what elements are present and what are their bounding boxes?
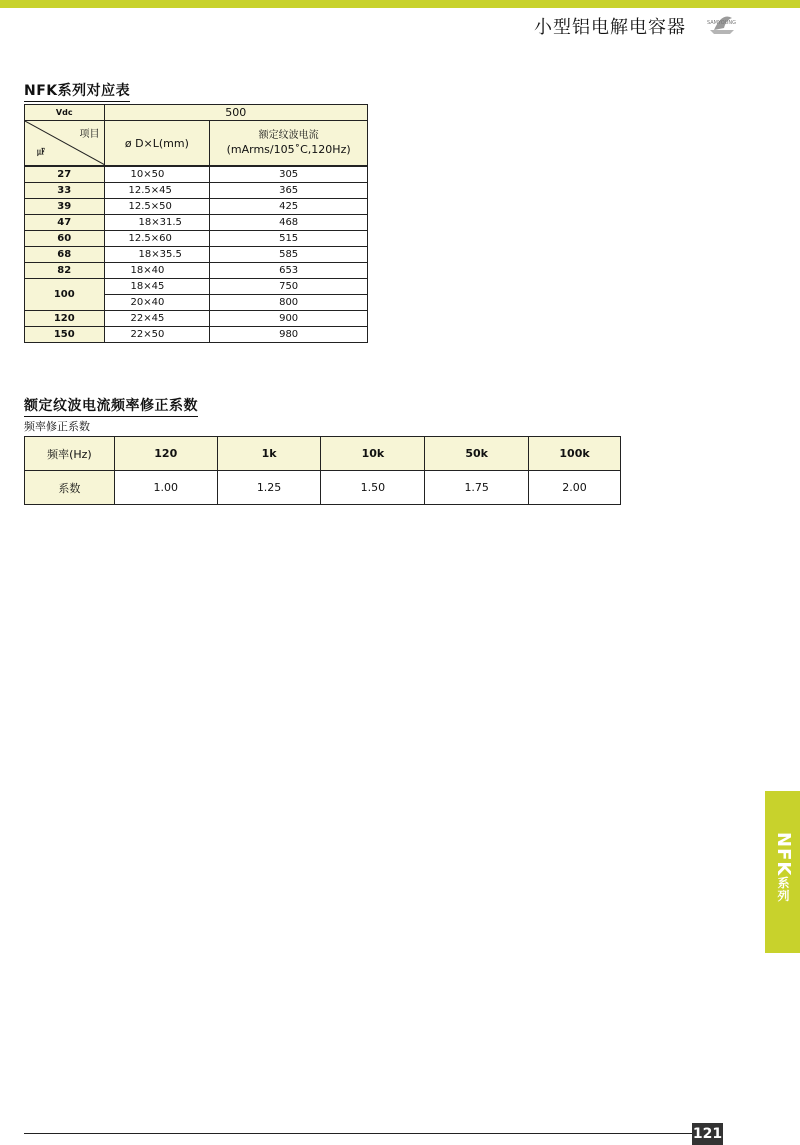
- dim-cell: 18×31.5: [104, 215, 210, 231]
- ripple-header-line2: (mArms/105˚C,120Hz): [226, 143, 351, 156]
- footer-rule: [24, 1133, 692, 1134]
- ripple-cell: 980: [210, 327, 368, 343]
- table-row: [25, 327, 368, 343]
- ripple-header-line1: 额定纹波电流: [258, 130, 319, 141]
- coef-label: 系数: [25, 471, 115, 505]
- coef-cell: 1.75: [425, 471, 529, 505]
- freq-cell: 1k: [217, 437, 321, 471]
- cap-cell: 120: [25, 311, 105, 327]
- cap-cell: 68: [25, 247, 105, 263]
- cap-cell: 150: [25, 327, 105, 343]
- freq-cell: 120: [114, 437, 217, 471]
- top-accent-bar: [0, 0, 800, 8]
- coef-cell: 1.00: [114, 471, 217, 505]
- series-side-tab-label: [770, 832, 794, 902]
- table-row: [25, 231, 368, 247]
- dim-cell: 18×45: [104, 279, 210, 295]
- ripple-cell: 750: [210, 279, 368, 295]
- dim-cell: 12.5×45: [104, 183, 210, 199]
- page-number: 121: [692, 1123, 723, 1145]
- nfk-spec-table: [24, 104, 368, 343]
- ripple-cell: 800: [210, 295, 368, 311]
- ripple-cell: 365: [210, 183, 368, 199]
- table-row: [25, 471, 621, 505]
- page-header-title: 小型铝电解电容器: [534, 17, 686, 38]
- freq-cell: 100k: [529, 437, 621, 471]
- ripple-cell: 468: [210, 215, 368, 231]
- cap-cell: 47: [25, 215, 105, 231]
- section2-title: 额定纹波电流频率修正系数: [24, 395, 198, 417]
- table-row: [25, 437, 621, 471]
- dim-cell: 18×40: [104, 263, 210, 279]
- ripple-cell: 585: [210, 247, 368, 263]
- cap-cell: 39: [25, 199, 105, 215]
- coef-cell: 2.00: [529, 471, 621, 505]
- ripple-cell: 653: [210, 263, 368, 279]
- table-row: [25, 199, 368, 215]
- diagonal-header-cell: [25, 121, 105, 167]
- ripple-header: [210, 121, 368, 167]
- freq-cell: 50k: [425, 437, 529, 471]
- cap-cell: 27: [25, 166, 105, 183]
- uf-label: ㎌: [37, 147, 45, 156]
- ripple-cell: 305: [210, 166, 368, 183]
- ripple-cell: 515: [210, 231, 368, 247]
- table-row: [25, 311, 368, 327]
- dim-cell: 22×50: [104, 327, 210, 343]
- dim-cell: 12.5×50: [104, 199, 210, 215]
- side-tab-suffix: 系列: [776, 876, 790, 903]
- table-header-row: [25, 121, 368, 167]
- cap-cell: 82: [25, 263, 105, 279]
- dim-cell: 22×45: [104, 311, 210, 327]
- table-row: [25, 183, 368, 199]
- table-row: [25, 263, 368, 279]
- freq-label: 频率(Hz): [25, 437, 115, 471]
- dim-cell: 18×35.5: [104, 247, 210, 263]
- cap-cell: 60: [25, 231, 105, 247]
- vdc-value: 500: [104, 105, 368, 121]
- ripple-cell: 900: [210, 311, 368, 327]
- dim-cell: 12.5×60: [104, 231, 210, 247]
- cap-cell: 100: [25, 279, 105, 311]
- ripple-cell: 425: [210, 199, 368, 215]
- table-row: [25, 105, 368, 121]
- item-label: 项目: [79, 129, 100, 140]
- freq-cell: 10k: [321, 437, 425, 471]
- coef-cell: 1.25: [217, 471, 321, 505]
- frequency-coefficient-table: [24, 436, 621, 505]
- table-row: [25, 166, 368, 183]
- section1-title: NFK系列对应表: [24, 80, 130, 102]
- vdc-label: Vdc: [25, 105, 105, 121]
- dim-header: ø D×L(mm): [104, 121, 210, 167]
- table-row: [25, 247, 368, 263]
- coef-cell: 1.50: [321, 471, 425, 505]
- dim-cell: 10×50: [104, 166, 210, 183]
- table-row: [25, 215, 368, 231]
- side-tab-series: NFK: [773, 832, 794, 877]
- dim-cell: 20×40: [104, 295, 210, 311]
- table-row: [25, 279, 368, 295]
- logo-text: SAMYOUNG: [707, 20, 736, 26]
- section2-subtitle: 频率修正系数: [24, 420, 90, 433]
- cap-cell: 33: [25, 183, 105, 199]
